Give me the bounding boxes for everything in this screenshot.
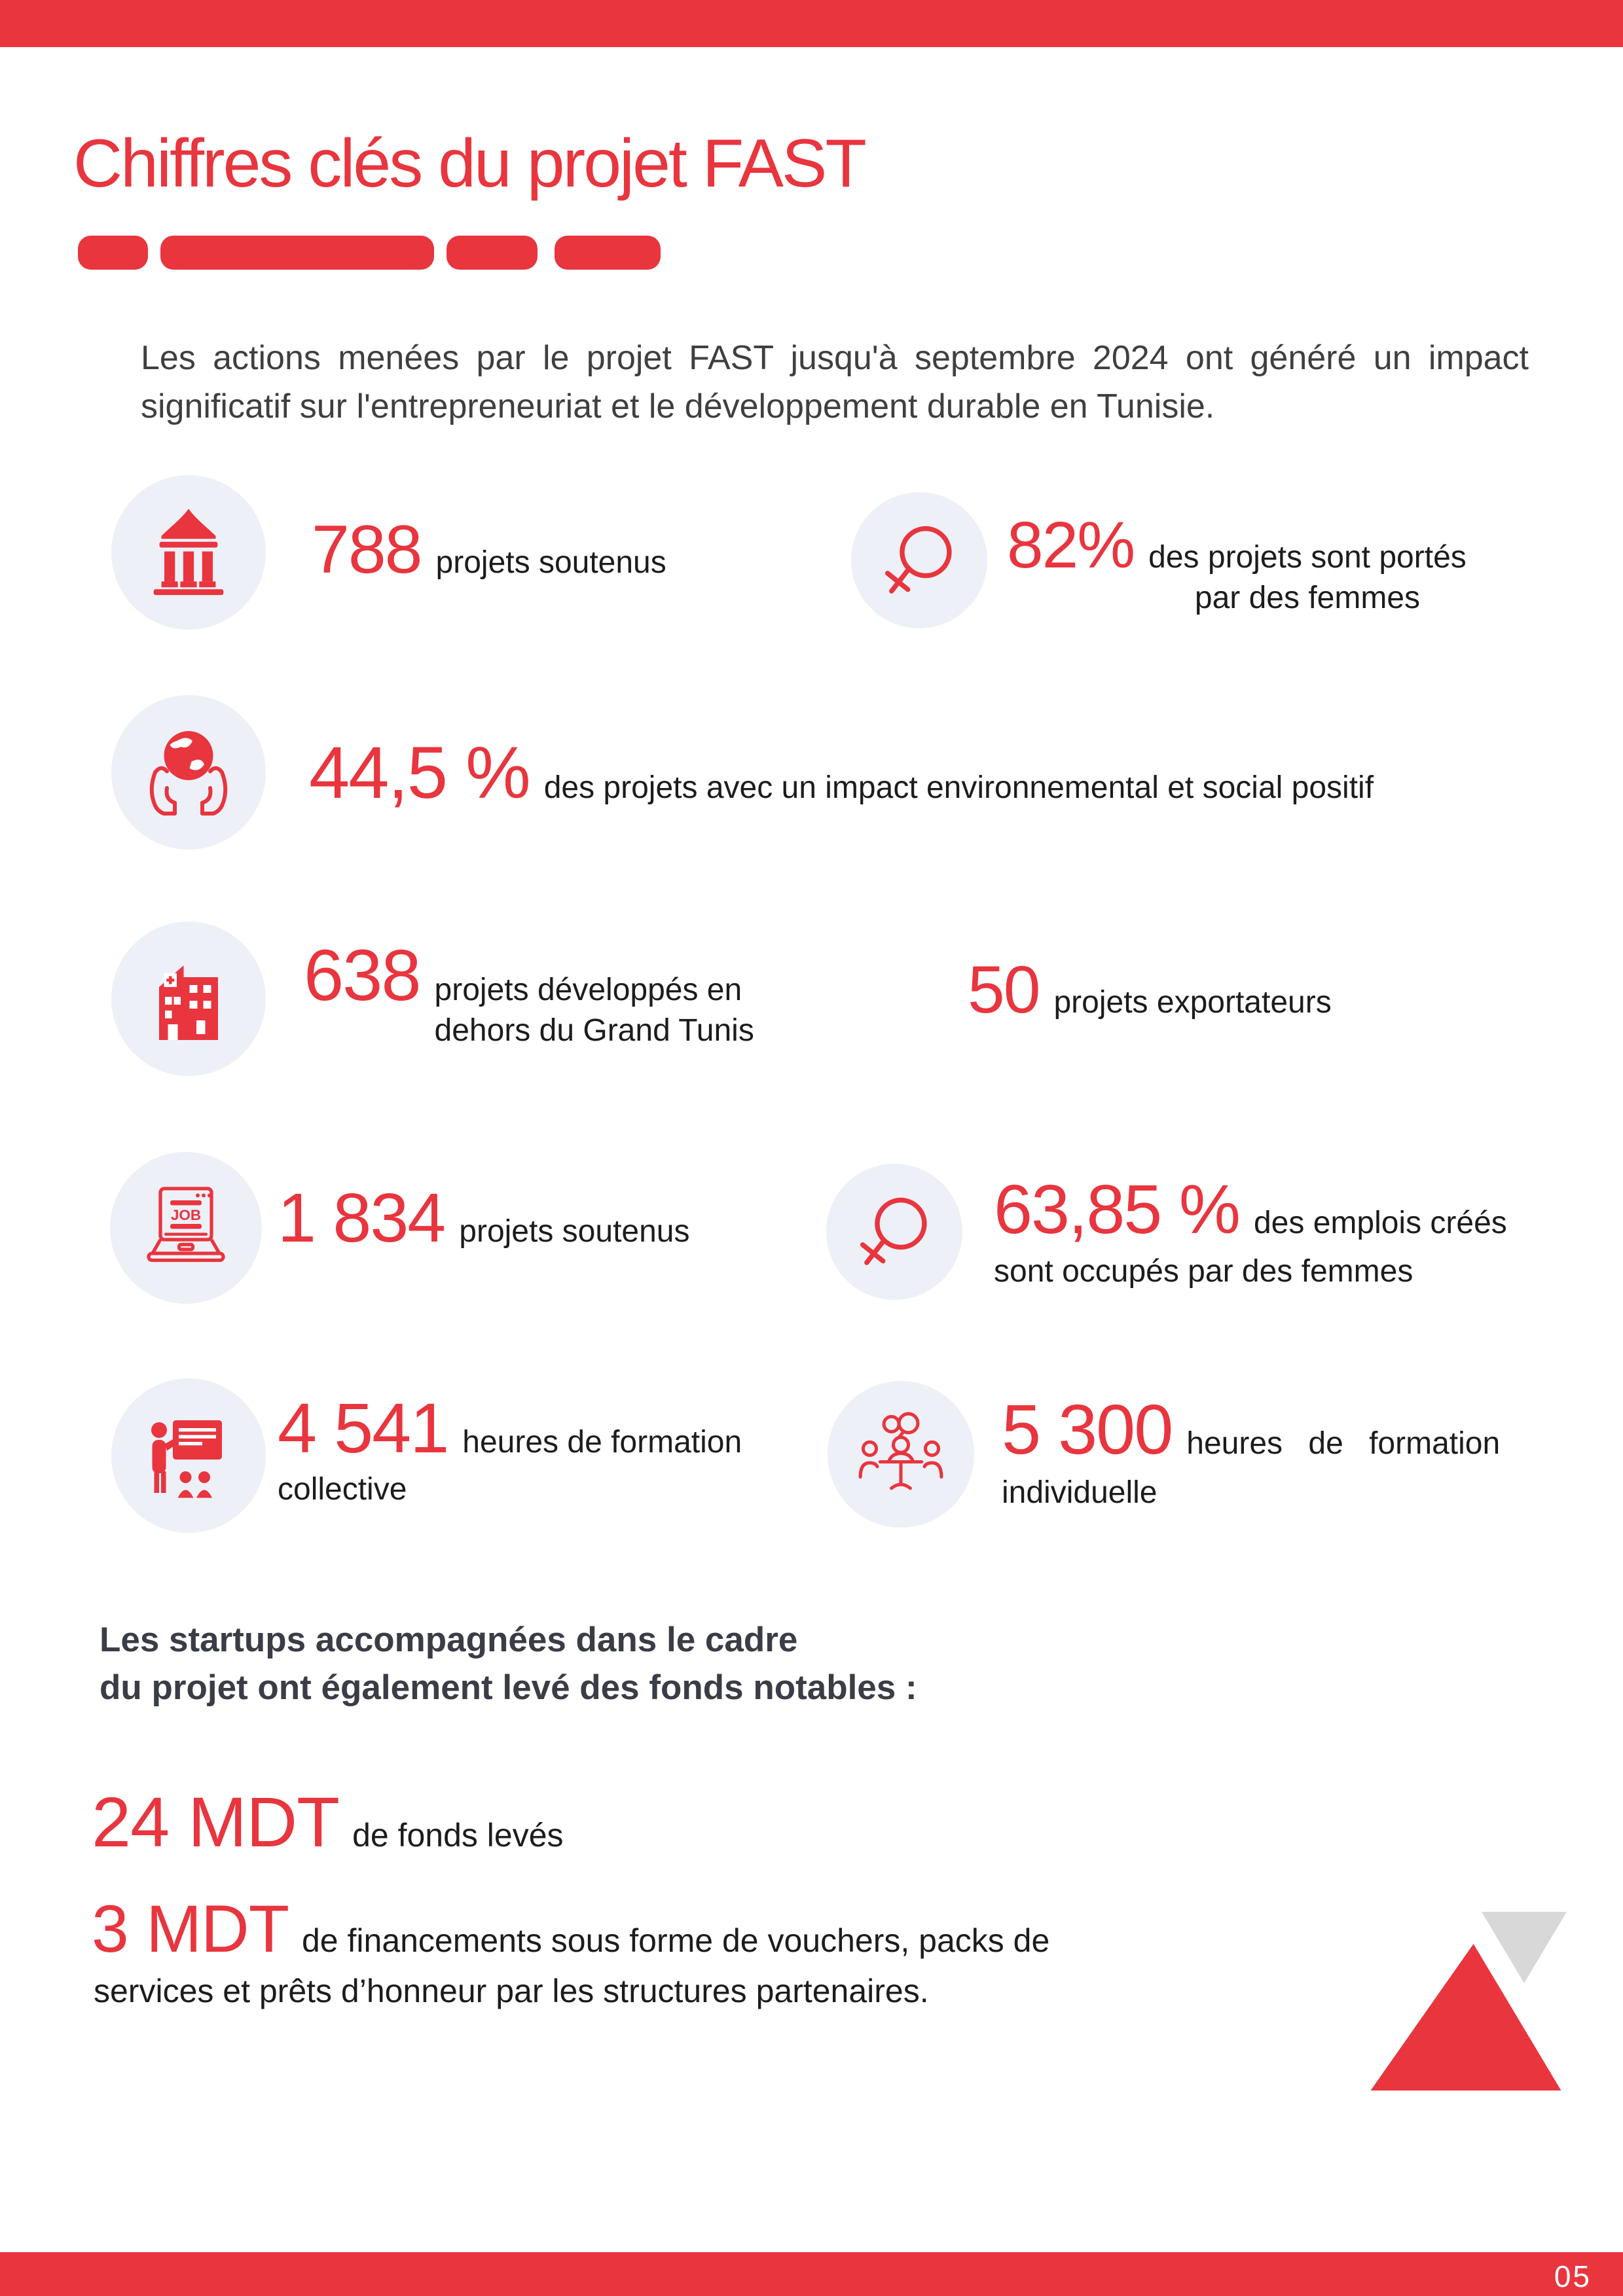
intro-paragraph xyxy=(141,334,1529,431)
bottom-accent-bar xyxy=(0,2252,1623,2296)
funding-heading-line: du projet ont également levé des fonds notables : xyxy=(100,1668,917,1707)
stat-projects-outside-tunis xyxy=(304,935,754,1051)
stat-number: 638 xyxy=(304,935,420,1016)
page-title: Chiffres clés du projet FAST xyxy=(73,126,865,202)
intro-line: Les actions menées par le projet FAST jusqu'à septembre 2024 ont généré un impact xyxy=(141,339,1529,377)
funding-description: de fonds levés xyxy=(352,1817,564,1854)
stat-icon-circle xyxy=(826,1164,962,1300)
stat-label: sont occupés par des femmes xyxy=(994,1254,1413,1289)
stat-collective-training xyxy=(278,1388,742,1467)
funding-description: de financements sous forme de vouchers, packs de xyxy=(302,1922,1050,1959)
stat-number: 63,85 % xyxy=(994,1171,1239,1248)
stat-icon-circle xyxy=(111,475,266,630)
stat-icon-circle xyxy=(111,1378,266,1533)
stat-jobs-women xyxy=(994,1171,1507,1248)
funding-item-funds-raised xyxy=(92,1782,564,1861)
stat-label: heures de formation xyxy=(1186,1426,1501,1461)
title-dash xyxy=(160,236,434,270)
stat-label: projets développés en dehors du Grand Tunis xyxy=(434,973,754,1048)
funding-amount: 24 MDT xyxy=(92,1782,340,1861)
page-number: 05 xyxy=(1554,2259,1592,2293)
laptop-job-icon xyxy=(137,1179,235,1277)
globe-hands-icon xyxy=(139,723,238,821)
stat-label: des emplois créés xyxy=(1253,1206,1507,1240)
funding-heading-line: Les startups accompagnées dans le cadre xyxy=(100,1621,798,1659)
female-icon xyxy=(879,520,960,601)
presenter-icon xyxy=(139,1407,238,1505)
funding-item-vouchers xyxy=(92,1892,1050,1966)
female-icon xyxy=(854,1191,935,1272)
group-discussion-icon xyxy=(854,1407,948,1501)
stat-label: individuelle xyxy=(1002,1475,1158,1510)
intro-line: significatif sur l'entrepreneuriat et le développement durable en Tunisie. xyxy=(141,387,1215,425)
stat-icon-circle xyxy=(851,492,987,628)
stat-number: 5 300 xyxy=(1002,1390,1173,1469)
title-dash xyxy=(78,236,148,270)
stat-women-led-projects xyxy=(1007,509,1467,619)
stat-label: projets soutenus xyxy=(435,545,666,580)
stat-individual-training xyxy=(1002,1390,1501,1469)
funding-heading xyxy=(100,1616,917,1712)
corner-triangles-graphic xyxy=(1336,1898,1584,2108)
funding-amount: 3 MDT xyxy=(92,1892,289,1966)
stat-impact-projects xyxy=(309,732,1374,814)
stat-number: 44,5 % xyxy=(309,732,530,814)
stat-number: 1 834 xyxy=(278,1179,445,1257)
stat-icon-circle xyxy=(110,1152,262,1304)
stat-label: projets exportateurs xyxy=(1053,985,1332,1020)
stat-number: 82% xyxy=(1007,509,1135,582)
stat-icon-circle xyxy=(111,695,266,850)
stat-exporting-projects xyxy=(968,952,1332,1027)
stat-label: des projets sont portés par des femmes xyxy=(1148,540,1467,615)
stat-icon-circle xyxy=(111,922,266,1076)
bank-icon xyxy=(140,504,237,601)
stat-label: projets soutenus xyxy=(459,1214,690,1249)
stat-number: 4 541 xyxy=(278,1388,448,1467)
title-dash xyxy=(555,236,661,270)
building-icon xyxy=(139,950,238,1048)
top-accent-bar xyxy=(0,0,1623,47)
funding-description: services et prêts d’honneur par les structures partenaires. xyxy=(94,1973,929,2009)
stat-icon-circle xyxy=(828,1381,974,1528)
stat-number: 788 xyxy=(312,512,422,588)
title-dash xyxy=(447,236,538,270)
stat-jobs xyxy=(278,1179,690,1257)
stat-label: des projets avec un impact environnemental et social positif xyxy=(543,770,1374,805)
stat-number: 50 xyxy=(968,952,1040,1027)
stat-label: collective xyxy=(278,1472,407,1507)
job-label: JOB xyxy=(170,1207,202,1223)
stat-label: heures de formation xyxy=(462,1425,742,1460)
stat-projects-supported xyxy=(312,512,666,588)
